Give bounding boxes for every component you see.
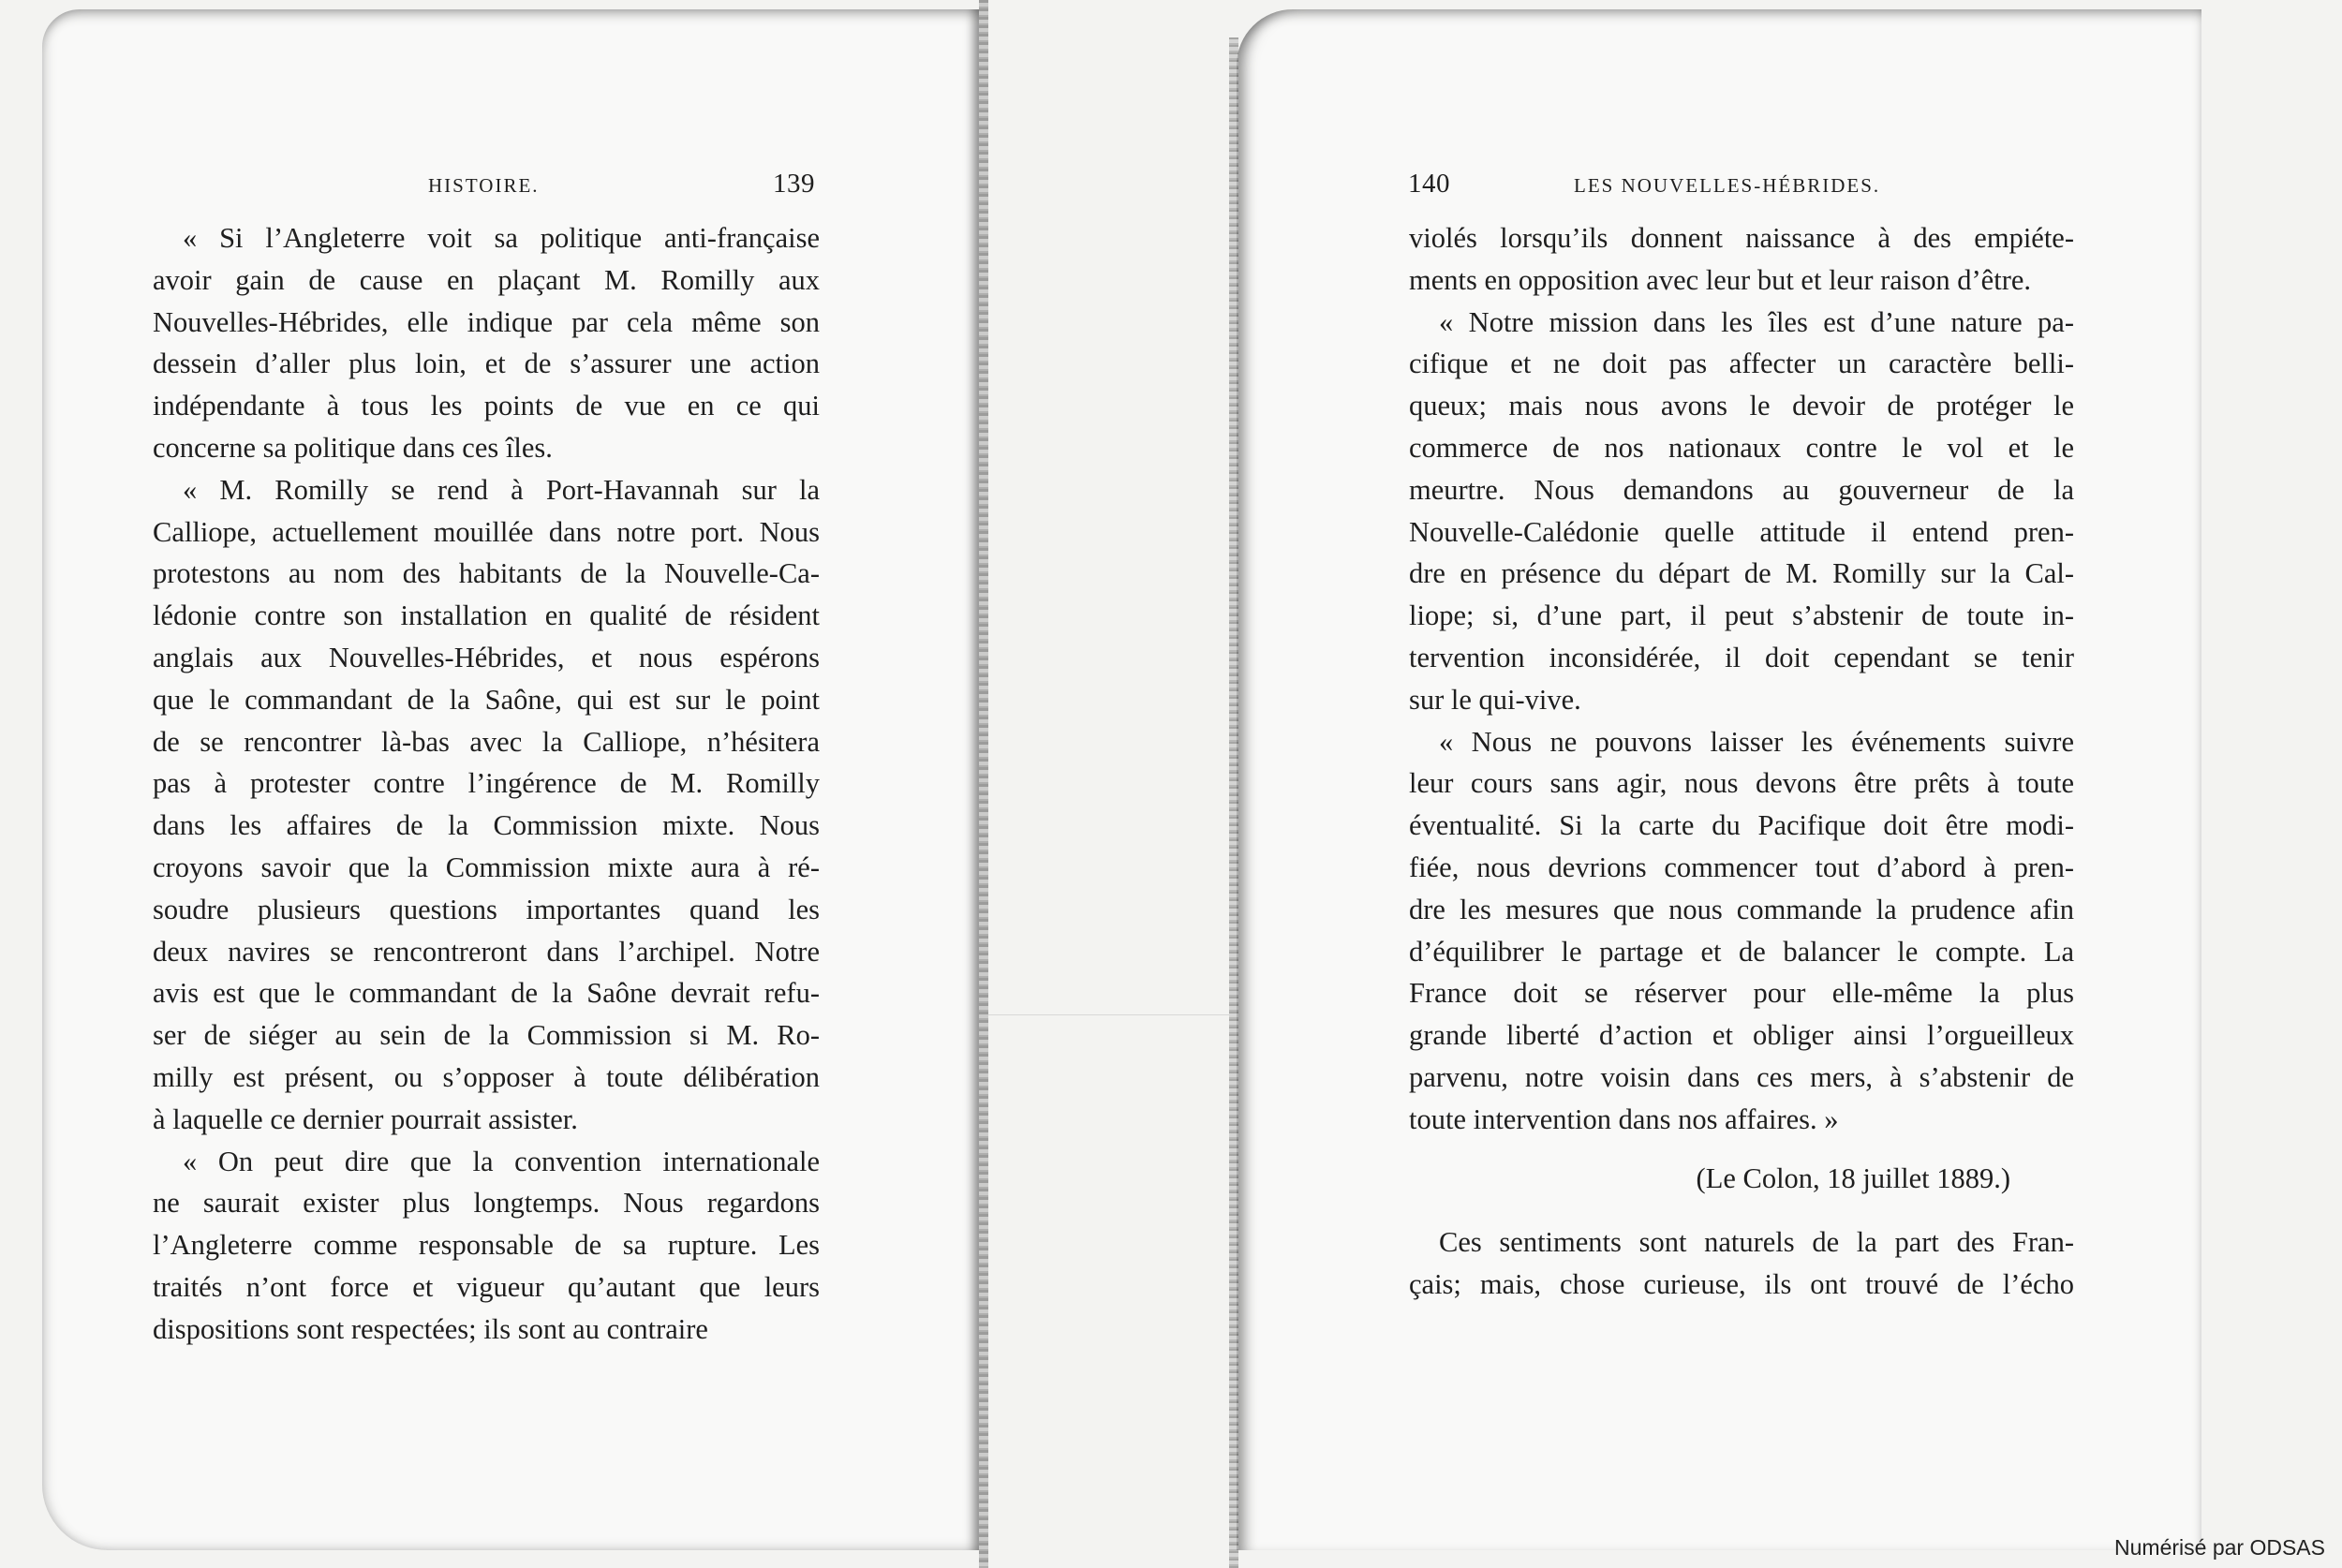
right-page-number-wrap: [1408, 169, 1450, 200]
text-line: Ces sentiments sont naturels de la part des Fran-: [1439, 1226, 2074, 1259]
text-line: dans les affaires de la Commission mixte. Nous: [153, 809, 820, 842]
text-line: avoir gain de cause en plaçant M. Romilly aux: [153, 263, 820, 296]
text-line: anglais aux Nouvelles-Hébrides, et nous espérons: [153, 641, 820, 673]
left-body-text: [153, 217, 820, 1351]
text-line: leur cours sans agir, nous devons être prêts à toute: [1409, 767, 2074, 800]
text-line: dispositions sont respectées; ils sont au contraire: [153, 1312, 708, 1345]
text-line: tervention inconsidérée, il doit cependant se tenir: [1409, 641, 2074, 673]
left-header-title: HISTOIRE.: [428, 174, 540, 197]
text-line: « Notre mission dans les îles est d’une nature pa-: [1439, 305, 2074, 338]
text-line: d’équilibrer le partage et de balancer le compte. La: [1409, 935, 2074, 968]
text-line: milly est présent, ou s’opposer à toute délibération: [153, 1060, 820, 1093]
text-line: lédonie contre son installation en qualité de résident: [153, 599, 820, 632]
text-line: fiée, nous devrions commencer tout d’abord à pren-: [1409, 851, 2074, 883]
right-page-edge: [1229, 37, 1238, 1568]
text-line: protestons au nom des habitants de la Nouvelle-Ca-: [153, 557, 820, 590]
text-line: deux navires se rencontreront dans l’archipel. Notre: [153, 935, 820, 968]
text-line: liope; si, d’une part, il peut s’abstenir de toute in-: [1409, 599, 2074, 632]
right-body-text: [1409, 217, 2074, 1306]
closing-paragraph: [1409, 1221, 2074, 1306]
text-line: cifique et ne doit pas affecter un caractère belli-: [1409, 348, 2074, 380]
text-line: soudre plusieurs questions importantes quand les: [153, 893, 820, 925]
text-line: dre en présence du départ de M. Romilly sur la Cal-: [1409, 557, 2074, 590]
text-line: çais; mais, chose curieuse, ils ont trouvé de l’écho: [1409, 1268, 2074, 1301]
text-line: meurtre. Nous demandons au gouverneur de la: [1409, 473, 2074, 506]
text-line: parvenu, notre voisin dans ces mers, à s’abstenir de: [1409, 1060, 2074, 1093]
text-line: « Nous ne pouvons laisser les événements suivre: [1439, 725, 2074, 758]
citation: (Le Colon, 18 juillet 1889.): [1696, 1161, 2010, 1194]
right-header-title: LES NOUVELLES-HÉBRIDES.: [1574, 174, 1881, 197]
text-line: l’Angleterre comme responsable de sa rupture. Les: [153, 1229, 820, 1262]
text-line: France doit se réserver pour elle-même la plus: [1409, 977, 2074, 1010]
text-line: avis est que le commandant de la Saône devrait refu-: [153, 977, 820, 1010]
text-line: indépendante à tous les points de vue en ce qui: [153, 390, 820, 422]
text-line: dre les mesures que nous commande la prudence afin: [1409, 893, 2074, 925]
text-line: ments en opposition avec leur but et leur raison d’être.: [1409, 263, 2032, 296]
left-page-edge: [979, 0, 988, 1568]
right-running-head: [1574, 172, 1880, 199]
right-page-number: 140: [1408, 169, 1450, 199]
text-line: « M. Romilly se rend à Port-Havannah sur la: [183, 473, 820, 506]
text-line: Nouvelles-Hébrides, elle indique par cela même son: [153, 305, 820, 338]
text-line: toute intervention dans nos affaires. »: [1409, 1102, 1839, 1135]
text-line: sur le qui-vive.: [1409, 683, 1581, 716]
text-line: grande liberté d’action et obliger ainsi l’orgueilleux: [1409, 1019, 2074, 1052]
text-line: concerne sa politique dans ces îles.: [153, 431, 553, 464]
text-line: Calliope, actuellement mouillée dans notre port. Nous: [153, 515, 820, 548]
text-line: pas à protester contre l’ingérence de M. Romilly: [153, 767, 820, 800]
text-line: commerce de nos nationaux contre le vol et le: [1409, 431, 2074, 464]
text-line: éventualité. Si la carte du Pacifique doit être modi-: [1409, 809, 2074, 842]
text-line: que le commandant de la Saône, qui est sur le point: [153, 683, 820, 716]
digitization-credit: Numérisé par ODSAS: [2114, 1535, 2325, 1560]
text-line: dessein d’aller plus loin, et de s’assurer une action: [153, 348, 820, 380]
text-line: « On peut dire que la convention internationale: [183, 1145, 820, 1177]
left-page-number: 139: [773, 169, 815, 199]
text-line: traités n’ont force et vigueur qu’autant que leurs: [153, 1270, 820, 1303]
text-line: « Si l’Angleterre voit sa politique anti-française: [183, 222, 820, 254]
left-running-head: [428, 172, 540, 199]
text-line: violés lorsqu’ils donnent naissance à des empiéte-: [1409, 222, 2074, 254]
text-line: ser de siéger au sein de la Commission si M. Ro-: [153, 1019, 820, 1052]
text-line: Nouvelle-Calédonie quelle attitude il entend pren-: [1409, 515, 2074, 548]
text-line: croyons savoir que la Commission mixte aura à ré-: [153, 851, 820, 883]
text-line: à laquelle ce dernier pourrait assister.: [153, 1102, 578, 1135]
left-page-number-wrap: [773, 169, 815, 200]
text-line: ne saurait exister plus longtemps. Nous regardons: [153, 1187, 820, 1220]
text-line: queux; mais nous avons le devoir de protéger le: [1409, 390, 2074, 422]
text-line: de se rencontrer là-bas avec la Calliope, n’hésitera: [153, 725, 820, 758]
gutter-line: [988, 1014, 1237, 1015]
